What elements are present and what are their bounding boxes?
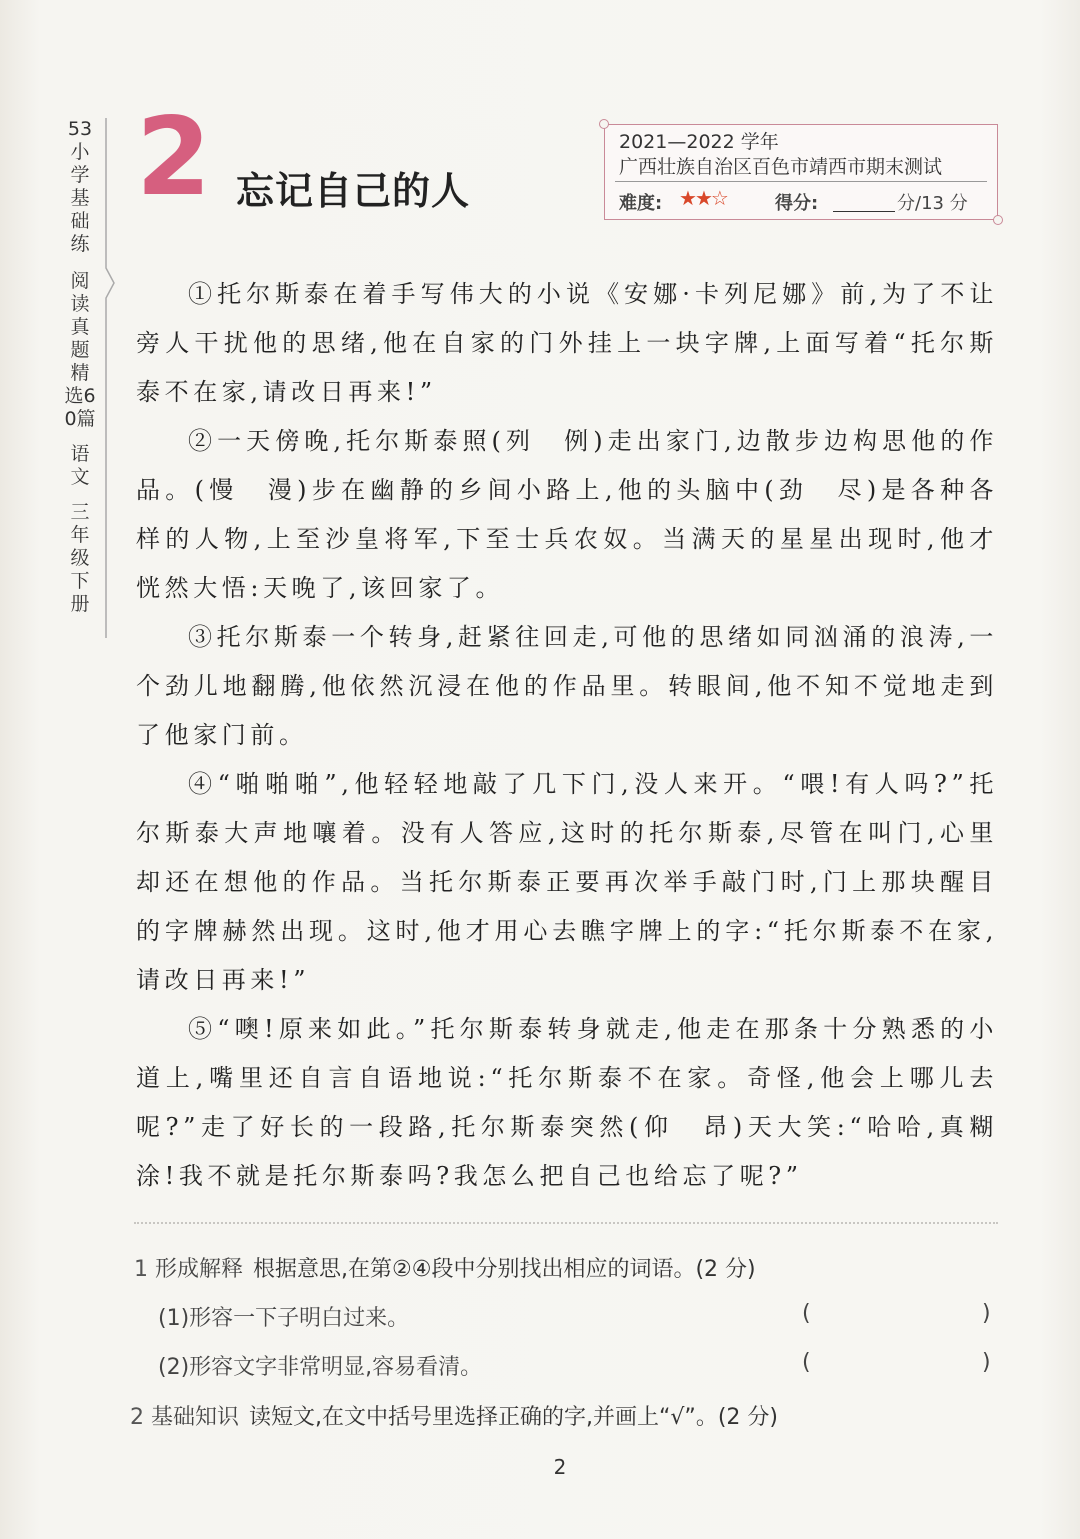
paragraph-3: ③托尔斯泰一个转身,赶紧往回走,可他的思绪如同汹涌的浪涛,一个劲儿地翻腾,他依然沉浸在他的作品里。转眼间,他不知不觉地走到了他家门前。 xyxy=(136,623,998,749)
sidebar-subject: 语文 xyxy=(70,443,90,488)
page-number: 2 xyxy=(553,1455,567,1479)
answer-paren-open: ( xyxy=(802,1350,811,1375)
sidebar-book-info xyxy=(64,118,96,616)
reading-passage xyxy=(136,270,998,1201)
answer-paren-close: ) xyxy=(982,1350,991,1375)
question-text: 根据意思,在第②④段中分别找出相应的词语。(2 分) xyxy=(253,1257,756,1282)
paragraph-5: ⑤“噢!原来如此。”托尔斯泰转身就走,他走在那条十分熟悉的小道上,嘴里还自言自语地说:“托尔斯泰不在家。奇怪,他会上哪儿去呢?”走了好长的一段路,托尔斯泰突然(仰 昂)天大笑:“哈哈,真糊涂!我不就是托尔斯泰吗?我怎么把自己也给忘了呢?” xyxy=(136,1015,998,1190)
sidebar-series: 53小学基础练 xyxy=(67,118,93,255)
sidebar-book-title: 阅读真题精选60篇 xyxy=(64,270,96,430)
sidebar-grade: 三年级下册 xyxy=(70,501,90,615)
score-label: 得分: xyxy=(775,193,819,214)
answer-paren-open: ( xyxy=(802,1301,811,1326)
lesson-number: 2 xyxy=(136,95,212,220)
exam-info-box xyxy=(604,124,998,220)
difficulty-stars xyxy=(679,186,727,210)
section-divider xyxy=(134,1222,998,1224)
question-number: 2 xyxy=(130,1405,144,1430)
score-blank[interactable] xyxy=(833,211,895,212)
paragraph-4: ④“啪啪啪”,他轻轻地敲了几下门,没人来开。“喂!有人吗?”托尔斯泰大声地嚷着。没有人答应,这时的托尔斯泰,尽管在叫门,心里却还在想他的作品。当托尔斯泰正要再次举手敲门时,门上那块醒目的字牌赫然出现。这时,他才用心去瞧字牌上的字:“托尔斯泰不在家,请改日再来!” xyxy=(136,770,998,994)
star-filled-icon: ★ xyxy=(679,186,695,210)
lesson-title: 忘记自己的人 xyxy=(236,169,471,213)
answer-paren-close: ) xyxy=(982,1301,991,1326)
paragraph-2: ②一天傍晚,托尔斯泰照(列 例)走出家门,边散步边构思他的作品。(慢 漫)步在幽静的乡间小路上,他的头脑中(劲 尽)是各种各样的人物,上至沙皇将军,下至士兵农奴。当满天的星星出现时,他才恍然大悟:天晚了,该回家了。 xyxy=(136,427,998,602)
paragraph-1: ①托尔斯泰在着手写伟大的小说《安娜·卡列尼娜》前,为了不让旁人干扰他的思绪,他在自家的门外挂上一块字牌,上面写着“托尔斯泰不在家,请改日再来!” xyxy=(136,280,998,406)
exam-source: 广西壮族自治区百色市靖西市期末测试 xyxy=(619,156,943,178)
difficulty-label: 难度: xyxy=(619,193,663,214)
answer-field-2[interactable] xyxy=(820,1347,976,1379)
question-number: 1 xyxy=(134,1257,148,1282)
question-1-sub-1: (1)形容一下子明白过来。 xyxy=(158,1306,410,1331)
star-filled-icon: ★ xyxy=(694,186,711,210)
question-1 xyxy=(134,1252,756,1283)
question-tag: 形成解释 xyxy=(155,1257,244,1282)
question-tag: 基础知识 xyxy=(151,1405,240,1430)
question-1-sub-2: (2)形容文字非常明显,容易看清。 xyxy=(158,1355,483,1380)
question-text: 读短文,在文中括号里选择正确的字,并画上“√”。(2 分) xyxy=(249,1405,778,1430)
exam-year: 2021—2022 学年 xyxy=(619,131,779,153)
info-divider xyxy=(615,181,987,182)
star-empty-icon: ☆ xyxy=(710,186,727,210)
answer-field-1[interactable] xyxy=(820,1298,976,1330)
question-2 xyxy=(130,1400,778,1431)
sidebar-rule xyxy=(104,118,118,638)
score-total: 分/13 分 xyxy=(897,193,968,214)
